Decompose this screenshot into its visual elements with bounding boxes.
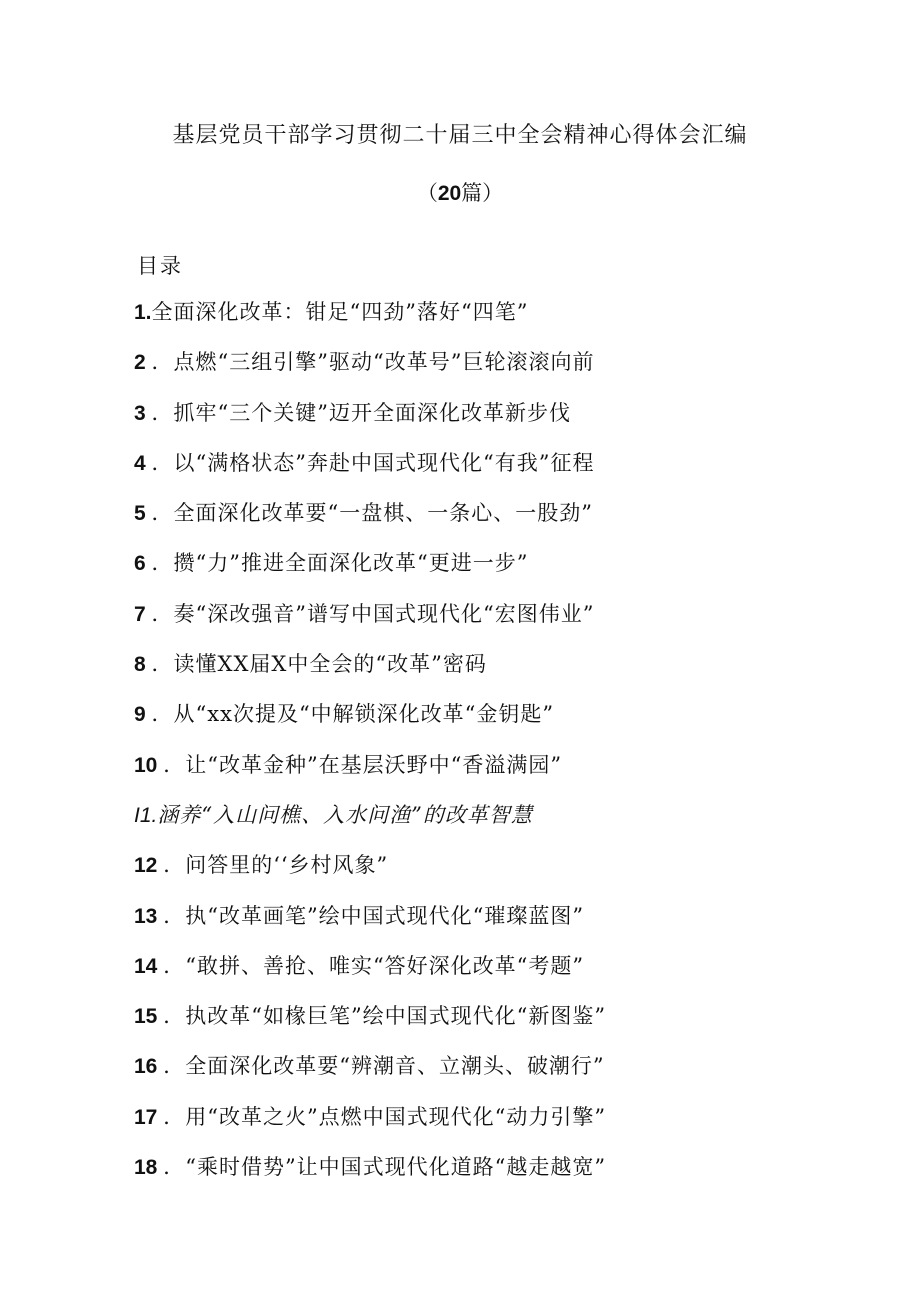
toc-item-number: 1.: [134, 301, 152, 324]
toc-item: [134, 951, 894, 1001]
toc-item-title: ．读懂XX届X中全会的“改革”密码: [151, 652, 487, 677]
toc-item-title: ．从“xx次提及“中解锁深化改革“金钥匙”: [151, 702, 555, 727]
toc-item: [134, 901, 894, 951]
subtitle-open: （: [416, 181, 438, 205]
toc-item: [134, 398, 894, 448]
toc-item-number: 13: [134, 904, 164, 928]
toc-item: [134, 750, 894, 800]
toc-item-number: 12: [134, 854, 164, 878]
toc-heading: 目录: [137, 254, 183, 278]
toc-item-number: I1.: [134, 803, 158, 827]
toc-item: [134, 599, 894, 649]
toc-item-number: 3: [134, 401, 152, 425]
toc-item: [134, 1152, 894, 1202]
toc-item: [134, 347, 894, 397]
toc-item-number: 5: [134, 502, 152, 526]
toc-item: [134, 850, 894, 900]
toc-item-title: ．奏“深改强音”谱写中国式现代化“宏图伟业”: [151, 601, 595, 626]
document-title: 基层党员干部学习贯彻二十届三中全会精神心得体会汇编: [172, 123, 748, 148]
toc-item-title: ．以“满格状态”奔赴中国式现代化“有我”征程: [151, 450, 595, 475]
subtitle-count: 20: [437, 182, 462, 205]
toc-item-title: 涵养“入山问樵、入水问渔”的改革智慧: [157, 802, 533, 827]
toc-item-number: 14: [134, 954, 164, 978]
toc-item: [134, 1051, 894, 1101]
toc-item-title: ．攒“力”推进全面深化改革“更进一步”: [151, 551, 529, 576]
table-of-contents: [134, 297, 894, 1202]
toc-item-title: ．“乘时借势”让中国式现代化道路“越走越宽”: [163, 1155, 607, 1180]
document-subtitle: [0, 177, 920, 207]
toc-item-number: 6: [134, 552, 152, 576]
subtitle-close: 篇）: [461, 181, 504, 205]
toc-item-title: ．让“改革金种”在基层沃野中“香溢满园”: [163, 752, 563, 777]
toc-item: [134, 297, 894, 347]
toc-item: [134, 699, 894, 749]
toc-item-title: ．全面深化改革要“一盘棋、一条心、一股劲”: [151, 501, 593, 526]
toc-item: [134, 1001, 894, 1051]
toc-item-number: 15: [134, 1005, 164, 1029]
toc-item-number: 8: [134, 653, 152, 677]
toc-item-title: ．执“改革画笔”绘中国式现代化“璀璨蓝图”: [163, 903, 585, 928]
toc-item-title: ．问答里的‘‘乡村风象”: [163, 853, 389, 878]
toc-item-title: 全面深化改革：钳足“四劲”落好“四笔”: [151, 300, 529, 324]
toc-item: [134, 498, 894, 548]
toc-item-title: ．用“改革之火”点燃中国式现代化“动力引擎”: [163, 1104, 607, 1129]
toc-item-title: ．“敢拼、善抢、唯实“答好深化改革“考题”: [163, 953, 585, 978]
toc-item: [134, 800, 894, 850]
toc-item-title: ．抓牢“三个关键”迈开全面深化改革新步伐: [151, 400, 571, 425]
toc-item-title: ．全面深化改革要“辨潮音、立潮头、破潮行”: [163, 1054, 605, 1079]
toc-item-title: ．点燃“三组引擎”驱动“改革号”巨轮滚滚向前: [151, 350, 595, 375]
toc-item-number: 10: [134, 753, 164, 777]
toc-item-title: ．执改革“如椽巨笔”绘中国式现代化“新图鉴”: [163, 1004, 607, 1029]
toc-item-number: 16: [134, 1055, 164, 1079]
toc-item: [134, 548, 894, 598]
toc-item-number: 7: [134, 602, 152, 626]
toc-item-number: 18: [134, 1156, 164, 1180]
toc-item-number: 17: [134, 1105, 164, 1129]
toc-item: [134, 649, 894, 699]
toc-item-number: 2: [134, 351, 152, 375]
toc-item-number: 4: [134, 451, 152, 475]
toc-item: [134, 1102, 894, 1152]
toc-item-number: 9: [134, 703, 152, 727]
toc-item: [134, 448, 894, 498]
